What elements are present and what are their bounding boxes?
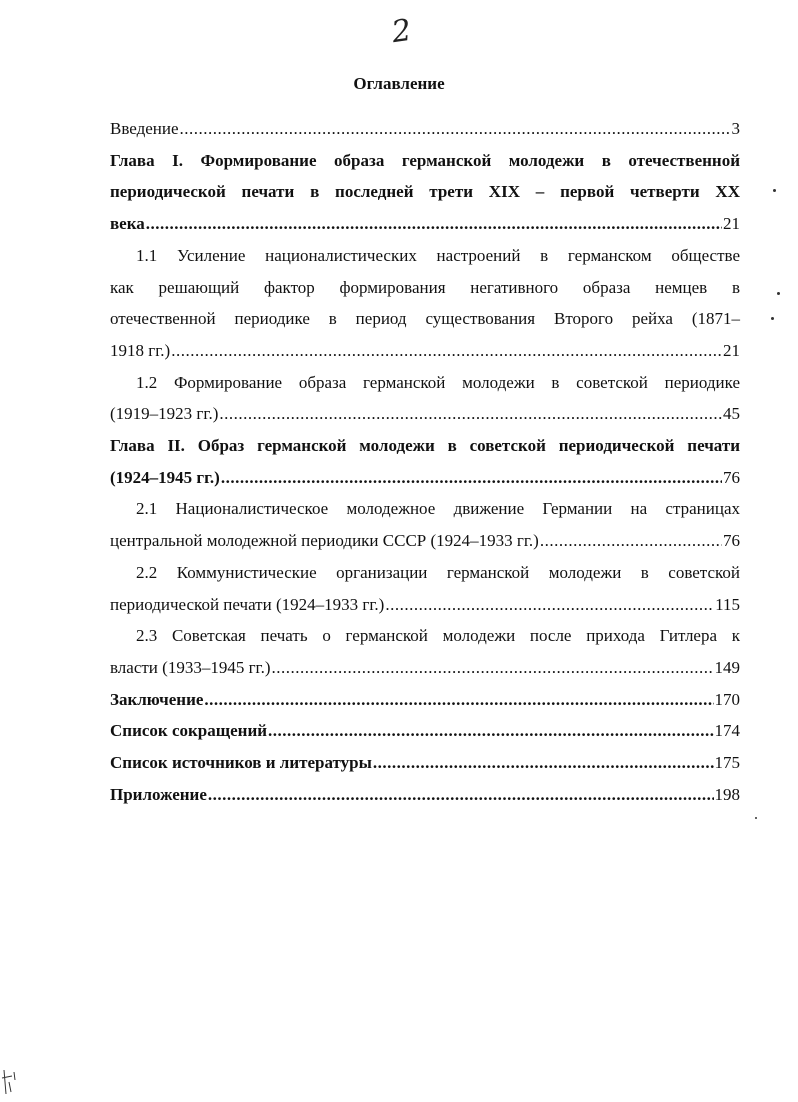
toc-page-number: 3 [731, 119, 740, 138]
toc-entry[interactable] [110, 240, 740, 367]
toc-entry-line: Список сокращений [110, 721, 268, 741]
scan-speck [771, 317, 774, 320]
toc-entry-line: 1.1 Усиление националистических настроений в германском обществе [136, 245, 740, 265]
scan-mark [0, 1068, 22, 1098]
dot-leader [221, 462, 722, 494]
toc-page-number: 21 [723, 214, 740, 234]
toc-entry[interactable] [110, 715, 740, 747]
toc-entry-line: 2.1 Националистическое молодежное движение Германии на страницах [136, 499, 740, 519]
toc-entry-line: Введение [110, 119, 179, 138]
toc-entry-line: периодической печати (1924–1933 гг.) [110, 594, 385, 614]
toc-page-number: 76 [723, 467, 740, 487]
toc-entry-line: 2.3 Советская печать о германской молодежи после прихода Гитлера к [136, 626, 740, 646]
toc-page-number: 170 [714, 689, 740, 709]
dot-leader [180, 113, 731, 145]
dot-leader [204, 684, 713, 716]
toc-entry-line: 1.2 Формирование образа германской молодежи в советской периодике [136, 372, 740, 392]
toc-title: Оглавление [353, 74, 445, 93]
toc-entry-line: периодической печати в последней трети XIX – первой четверти XX [110, 182, 740, 202]
toc-entry[interactable] [110, 145, 740, 240]
toc-page-number: 21 [723, 340, 740, 360]
toc-entry-line: (1919–1923 гг.) [110, 404, 219, 424]
toc-entry-line: Глава II. Образ германской молодежи в советской периодической печати [110, 436, 740, 456]
toc-entry-line: власти (1933–1945 гг.) [110, 657, 271, 677]
dot-leader [219, 398, 722, 430]
dot-leader [146, 208, 722, 240]
toc-page-number: 149 [714, 657, 740, 677]
toc-page-number: 198 [714, 784, 740, 804]
toc-entry-line: Глава I. Формирование образа германской молодежи в отечественной [110, 150, 740, 170]
toc-entry-line: центральной молодежной периодики СССР (1924–1933 гг.) [110, 531, 539, 551]
toc-page-number: 174 [714, 721, 740, 741]
toc-entry-line: 1918 гг.) [110, 340, 171, 360]
toc-entry-line: 2.2 Коммунистические организации германской молодежи в советской [136, 562, 740, 582]
toc-entry-line: Список источников и литературы [110, 753, 372, 773]
toc-entry[interactable] [110, 557, 740, 620]
scan-speck [755, 817, 757, 819]
toc-entry-line: (1924–1945 гг.) [110, 467, 220, 487]
toc-page-number: 175 [714, 753, 740, 773]
toc-entry[interactable] [110, 367, 740, 430]
dot-leader [373, 747, 714, 779]
dot-leader [385, 589, 714, 621]
dot-leader [540, 525, 722, 557]
toc-page-number: 115 [715, 594, 740, 614]
dot-leader [208, 779, 714, 811]
toc-entry[interactable] [110, 493, 740, 556]
scan-speck [773, 189, 776, 192]
toc-page-number: 45 [723, 404, 740, 424]
toc-entry-line: отечественной периодике в период существования Второго рейха (1871– [110, 309, 740, 329]
scan-speck [777, 292, 780, 295]
toc-entry[interactable] [110, 779, 740, 811]
toc-entry[interactable] [110, 684, 740, 716]
toc-entry-line: как решающий фактор формирования негативного образа немцев в [110, 277, 740, 297]
toc-page-number: 76 [723, 531, 740, 551]
toc-entry-line: Заключение [110, 689, 204, 709]
dot-leader [272, 652, 714, 684]
handwritten-page-number: 2 [389, 12, 414, 51]
table-of-contents [110, 113, 740, 810]
toc-entry[interactable] [110, 113, 740, 145]
toc-entry[interactable] [110, 620, 740, 683]
toc-entry-line: Приложение [110, 784, 207, 804]
dot-leader [171, 335, 722, 367]
toc-entry[interactable] [110, 747, 740, 779]
toc-entry[interactable] [110, 430, 740, 493]
toc-entry-line: века [110, 214, 145, 234]
dot-leader [268, 715, 713, 747]
